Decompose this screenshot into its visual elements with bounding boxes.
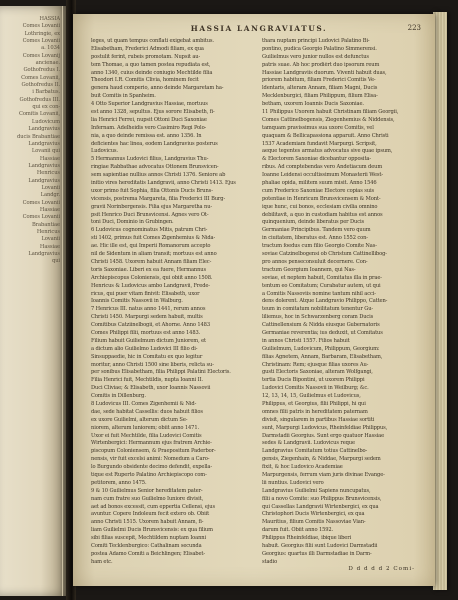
text-line: Duci Cliviae; & Elisabeth, uxor Ioannis Nassovii	[91, 385, 211, 392]
text-line: genera haud comperio, anno deinde Margaretam ha-	[91, 85, 224, 92]
text-line: Ludovici Comitis Nassovii in Weilburg; &c.	[262, 385, 369, 392]
left-page-line: Comes Lovanii	[22, 199, 60, 206]
left-page-line: Hassiae	[39, 155, 60, 162]
left-page-line: Lovanii qui	[31, 148, 60, 155]
text-line: vicensis, postrema Margareta, filia Frederici III Burg-	[91, 195, 226, 202]
page-number: 223	[407, 24, 421, 32]
left-page-line: ducis Brabantiae	[17, 133, 60, 140]
left-page-line: Ludovicum	[31, 118, 60, 125]
left-page-line: Lothringie, ex	[24, 30, 60, 37]
right-column	[262, 38, 419, 567]
left-page-line: ancienae.	[35, 60, 60, 67]
left-page-text	[3, 16, 60, 266]
text-line: per sonibus Elisabetham, filia Philippi Palatini Electoris.	[91, 369, 231, 376]
text-line: gravii Norinbergensis. Filia ejus Margaretha nu-	[91, 203, 212, 210]
text-line: Comes Philippi filii, mortuus est anno 1483.	[91, 329, 201, 336]
text-line: lo Burgundo obsidente decimo defendit, expella-	[91, 464, 212, 471]
text-line: soviae, et neptem habuit, Comitatus illa in prae-	[262, 274, 382, 281]
text-line: sti 1402, primus fuit Comes Zigenhemius & Nida-	[91, 235, 216, 242]
text-line: 7 Henricus III. natus anno 1441, rerum annos	[91, 306, 206, 313]
text-line: qui Cassellas Landgravii Wirtenbergici, ex qua	[262, 503, 379, 510]
text-line: in ciuitatem, liberatus est. Anno 1552 con-	[262, 235, 368, 242]
text-line: teum in comitatum nobilitatum tenentur Gu-	[262, 306, 374, 313]
text-line: Mecklenburgici, filiam Philippum, filium Elisa-	[262, 93, 378, 100]
text-line: darum fuit. Obiit anno 1592.	[262, 527, 334, 534]
left-page-line: Comitis Lovanii,	[18, 111, 60, 118]
text-line: Cattinellensium & Nidda eiusque Gubernatoris	[262, 322, 380, 329]
text-line: tentum eo Comitatum; Curabatur autem, ut qui	[262, 282, 381, 289]
text-line: a Comitis Nassoviis nomine tantum nihil acci-	[262, 290, 376, 297]
left-page-line: a. 1034	[41, 45, 60, 52]
text-line: piscopum Coloniensem, & Praepositum Paderbor-	[91, 448, 216, 455]
left-page-line: Landgravius	[28, 140, 60, 147]
text-line: nensis, vir fuit excelsi animi: Nomedum a Caro-	[91, 456, 210, 463]
text-line: tractum Georgium Ioannem, qui Nas-	[262, 266, 356, 273]
text-line: nil de Sidentum in aliam transit; mortuus est anno	[91, 251, 217, 258]
text-line: postulit ferint, rubeis promotam. Nupsit au-	[91, 53, 201, 60]
text-line: Wirtenbergici: Hermannum ejus fratrem Archie-	[91, 440, 212, 447]
text-line: tertia Ducis Bipontini, ut uxorem Philippi	[262, 377, 365, 384]
left-page	[0, 6, 68, 596]
catchword: D d d d d 2 Comi-	[348, 566, 415, 572]
text-line: nia, a quo deinde remissa est. anno 1356. In	[91, 132, 202, 139]
text-line: est anno 1328, sepultus. Ejus sorore Elisabeth, fi-	[91, 109, 215, 116]
text-line: 11 Philippus Uxorem habuit Christinam filiam Georgii,	[262, 109, 399, 116]
text-line: quinquenium, deinde liberatus per Ducis	[262, 219, 364, 226]
text-line: ae. Hic ille est, qui Imperii Romanorum accepto	[91, 243, 211, 250]
text-line: potentiae in Henricum Brunsvicensem & Mont-	[262, 195, 381, 202]
left-page-line: Comes Lovanii,	[21, 74, 60, 81]
text-line: nam cum fratre suo Guilielmo Iuniore divisit,	[91, 495, 204, 502]
left-page-line: qui ex con-	[32, 104, 60, 111]
left-page-line: Landgr.	[40, 192, 60, 199]
left-page-line: Landgravius	[28, 177, 60, 184]
text-line: Marpurgensis, ferrum viam juris divinae Evange-	[262, 471, 385, 478]
text-line: ex uxore Guilielmi, alterum dictum Se-	[91, 416, 188, 423]
text-line: moritur, anno Christi 1500 sine liberis, relicta su-	[91, 361, 214, 368]
text-line: Christinam: Rem; ejusque filias uxores Au-	[262, 361, 369, 368]
text-line: tractum foedus cum filio Georgio Comite Nas-	[262, 243, 377, 250]
text-line: tique est Ruperto Palatino Archiepiscopo com-	[91, 471, 207, 478]
text-line: liam Guilielmi Ducis Brunsvicensis: ex qua filium	[91, 527, 213, 534]
left-page-line: i Barbatus.	[32, 89, 60, 96]
text-line: Landgravius Guilielmi Sapiens nuncupatus,	[262, 487, 371, 494]
left-page-line: Gothofredus III.	[19, 96, 60, 103]
text-line: dae, sede habitat Cassellis: duos habuit filios	[91, 408, 203, 415]
left-page-line: Henricus	[36, 170, 60, 177]
text-line: leges, ut quam tempus conflati exigebat ambitus.	[91, 38, 214, 44]
text-line: Guilielmus vero junior nullos est defunctus	[262, 53, 369, 60]
left-page-line: Landgravius	[28, 126, 60, 133]
text-line: anno 1340, cuius deinde coniugio Mechtilde filia	[91, 69, 213, 76]
text-line: debilitavit, a quo in custodiam habitus est annos	[262, 211, 383, 218]
text-line: Archiepiscopus Coloniensis, qui obiit anno 1508.	[91, 274, 213, 281]
left-page-line: Gothofredus II.	[21, 82, 60, 89]
text-line: lia Henrici Ferrei, nupsit Ottoni Duci Saxoniae	[91, 116, 207, 123]
text-line: sibi filias suscepit, Mechtildem nuptam Ioanni	[91, 535, 206, 542]
text-line: Germaniae reverentia; ius deduxit, ut Comitatus	[262, 329, 383, 336]
text-line: Comes Cattinelbogensis, Ziegenhemius & Niddensis,	[262, 116, 395, 123]
text-line: Uxor ei fuit Mechtilde, filia Ludovici Comitis	[91, 432, 202, 439]
text-line: ldentaris, alteram Annam, filiam Magni, Ducis	[262, 85, 378, 92]
text-line: a dictum alio Guilielmo Ludovici III filio di-	[91, 345, 198, 352]
text-line: Georgius: quartus illi Darmstadiae in Darm-	[262, 550, 372, 557]
text-line: dens dolerent. Atque Landgravio Philippo, Catten-	[262, 298, 388, 305]
left-page-line: Hassiae	[39, 206, 60, 213]
left-page-line: Lovanii	[41, 184, 60, 191]
text-line: Comitibus Catziinelbogii, et Ahorne. Anno 1483	[91, 322, 210, 329]
text-line: quaquam & Bellicapassiona apparuit. Anno Christi	[262, 132, 389, 139]
text-line: patris suae. Ab hoc prodiêrt duo ipsorum reum	[262, 61, 380, 68]
text-line: 5 Hermannus Ludovici filius, Landgravius Thu-	[91, 156, 209, 163]
text-line: 4 Otto Superior Landgravius Hassiae, mortuus	[91, 101, 208, 108]
text-line: Christi 1458. Uxorem habuit Annam filiam Elec-	[91, 258, 212, 265]
text-line: Guilielmum, Ludovicum, Philippum, Georgium:	[262, 345, 380, 352]
text-line: priorem habitum, filiam Frederici Comitis Ve-	[262, 77, 376, 84]
text-line: uxor primo fuit Sophia, filia Ottonis Ducis Bruns-	[91, 187, 213, 194]
text-line: petitorem, anno 1475.	[91, 479, 147, 486]
text-line: ique hunc, cui bonos, ecclesiam civilia omnino	[262, 203, 378, 210]
text-line: gusti Electoris Saxoniae, alteram Wolfgangi,	[262, 369, 373, 376]
left-page-line: Comes Lovanij	[22, 52, 60, 59]
left-page-line: Comes Lovanii	[22, 23, 60, 30]
text-line: ricus, qui puer vitam finivit: Elisabeth, uxor	[91, 290, 200, 297]
left-page-line: Henricus	[36, 228, 60, 235]
text-line: phaliae opida, militem suum misit. Anno 1546	[262, 180, 377, 187]
text-line: toni Duci, Dominio in Grubingen.	[91, 219, 174, 226]
text-line: Christophori Ducis Wirtenbergici, ex qua	[262, 511, 365, 518]
text-line: Philippus, et Georgius, filii Philippi, hi qui	[262, 400, 366, 407]
text-line: liliemus, hoc in Schwarzenberg coram Ducis	[262, 314, 374, 321]
text-line: Elisabetham, Frederici Admodi filiam, ex qua	[91, 45, 204, 52]
text-line: filii a novo Comite: suo Philippus Brunsvicensis,	[262, 495, 382, 502]
page-edge-line	[62, 6, 63, 596]
text-line: lii nuntius. Ludovici vero	[262, 479, 324, 486]
text-line: thara nuptam principi Ludovici Palatino Bi-	[262, 38, 370, 44]
text-line: Ludovicus.	[91, 148, 118, 155]
left-page-line: HASSIA	[39, 16, 60, 22]
text-line: 8 Ludovicus III. Comes Zigenhemii & Nid-	[91, 400, 197, 407]
text-line: filias Agnetem, Annam, Barbaram, Elisabetham,	[262, 353, 383, 360]
text-line: betham, uxorem Ioannis Ducis Saxoniae.	[262, 101, 364, 108]
text-line: tamquam pravissimus sua uxore Comitis, vel	[262, 124, 374, 131]
text-line: soviae Catzinelbogensi ob Christum Cattinellibog-	[262, 251, 387, 258]
text-line: ham etc.	[91, 558, 113, 565]
text-line: deficientes hac linea, eodem Landgravius posterus	[91, 140, 218, 147]
text-line: Infernam. Adelheidis vero Casimiro Regi Polo-	[91, 124, 207, 131]
text-line: 1537 Academiam fundavit Marpurgi. Scripsit,	[262, 140, 377, 147]
left-page-line: Landgravius	[28, 162, 60, 169]
text-line: pro annos penseconsuluit decernere. Con-	[262, 258, 368, 265]
text-line: avuntur. Copere Indoleum fecit extero ob. Obiit	[91, 511, 210, 518]
running-head-title: HASSIA LANGRAVIATUS.	[190, 24, 328, 33]
text-line: Sinsuppaedie, hic in Comitatu ex quo legitur	[91, 353, 203, 360]
text-line: aeque tegentes armatus advocatus sive quae ipsum,	[262, 148, 393, 155]
text-line: Germaniae Principibus. Tandem vero quum	[262, 227, 371, 234]
text-line: & Electorem Saxoniae dicebantur opposita-	[262, 156, 371, 163]
text-line: omnes filii patris in hereditatem paternam	[262, 408, 368, 415]
text-line: niorem, alterum luniorem; obiit anno 1471.	[91, 424, 199, 431]
text-line: buit Comitis in Spanheim.	[91, 93, 156, 100]
text-line: stadio	[262, 558, 278, 565]
text-line: Comitis in Dillenburg.	[91, 393, 146, 400]
text-line: anno Christi 1515. Uxorem habuit Annam, fi-	[91, 519, 204, 526]
text-line: Filia Henrici fuit, Mechtildis, nupta Ioanni II.	[91, 377, 203, 384]
text-line: Ioanne Leidensi occultissimum Monasterii West-	[262, 172, 383, 179]
text-line: Christi 1450. Marpurgi sedem habuit, multis	[91, 314, 203, 321]
text-line: Philippus Rheinfeldiae, ibique liberi	[262, 535, 352, 542]
page-edges-stack	[433, 12, 447, 590]
left-page-line: qui	[51, 258, 60, 265]
text-line: ribus. Ad comptebendas vero Andetiacum deum	[262, 164, 383, 171]
text-line: ringiae Rabbathae advocatus Ottonem Brunsvicen-	[91, 164, 219, 171]
text-line: Ioannis Comitis Nassovii in Walburg.	[91, 298, 183, 305]
text-line: cum Frederico Saxoniae Electore copias suis	[262, 187, 375, 194]
text-line: 9 & 10 Guilielmus Senior hereditatem pater-	[91, 487, 203, 494]
left-page-line: Gothofredus I.	[23, 67, 60, 74]
text-line: Henricus & Ludovicus ambo Landgravii, Frede-	[91, 282, 210, 289]
text-line: 6 Ludovicus cognominatus Mitis, patrum Chri-	[91, 227, 208, 234]
left-page-line: Brabantiae	[31, 221, 60, 228]
text-line: fixit, & hoc Ludovico Academiae	[262, 464, 343, 471]
text-line: Landgravius Comitatum totius Cattinelbo-	[262, 448, 368, 455]
text-line: Hassiae Landgraviis duorum. Viventi habuit duas,	[262, 69, 387, 76]
text-line: tem Thomae, a quo tamen postea repudiata est,	[91, 61, 211, 68]
text-line: pontino, pudica Georgio Palatino Simmerensi.	[262, 45, 377, 52]
text-line: Theodori I.R. Comitis Clivia, hominem fecit	[91, 77, 199, 84]
text-line: in annos Christi 1557. Filios habuit	[262, 337, 350, 344]
text-line: sunt, Marpurgi Ludovicus, Rheinfeldiae Philippus,	[262, 424, 388, 431]
left-page-line: Landgravius	[28, 251, 60, 257]
text-line: habuit. Georgius filii sunt Ludovici Darmstadii	[262, 543, 378, 549]
text-line: toris Saxoniae. Liberi ex ea fuere, Hermannus	[91, 266, 207, 273]
text-line: aet ad bonos excessit, cum eppertia Cellensi, ejus	[91, 503, 215, 510]
left-page-line: Lovanii	[41, 236, 60, 243]
text-line: Filium habuit Guilielmum dictum Juniorem, et	[91, 337, 206, 344]
text-line: sedes & Landgravii. Ludovicus reque	[262, 440, 355, 447]
right-page	[73, 14, 435, 586]
left-column	[91, 38, 248, 567]
text-line: initio vires hereditatis Landgravii, anno Christi 1413. Ejus	[91, 180, 236, 187]
text-line: Comiti Tecklenburgico: Cathalinam secunda	[91, 543, 202, 549]
text-line: gensis, Ziegenhain, & Niddae, Marpurgi sedem	[262, 456, 381, 463]
text-line: divisit, singularem in partibus Hassiae sortiti	[262, 416, 375, 423]
left-page-line: Comes Lovanii	[22, 214, 60, 221]
left-page-line: Comes Lovanii	[22, 38, 60, 45]
left-page-line: Hassiae	[39, 243, 60, 250]
text-line: Mauritius, filium Comitis Nassoviae Vian-	[262, 519, 366, 526]
text-line: postea Adamo Comiti a Beichlingen; Elisabet-	[91, 550, 205, 557]
running-head	[97, 24, 421, 34]
text-line: 12, 13, 14, 15, Guilielmus et Ludovicus,	[262, 393, 361, 400]
text-line: psit Henrico Duci Brunsvicensi. Agnes vero Ot-	[91, 211, 209, 218]
text-line: sem sapientiae nullius annos Christi 1376. Seniore ab	[91, 172, 226, 179]
text-columns	[91, 38, 419, 565]
text-line: Darmstadii Georgius. Sunt ergo quatuor Hassiae	[262, 432, 384, 439]
